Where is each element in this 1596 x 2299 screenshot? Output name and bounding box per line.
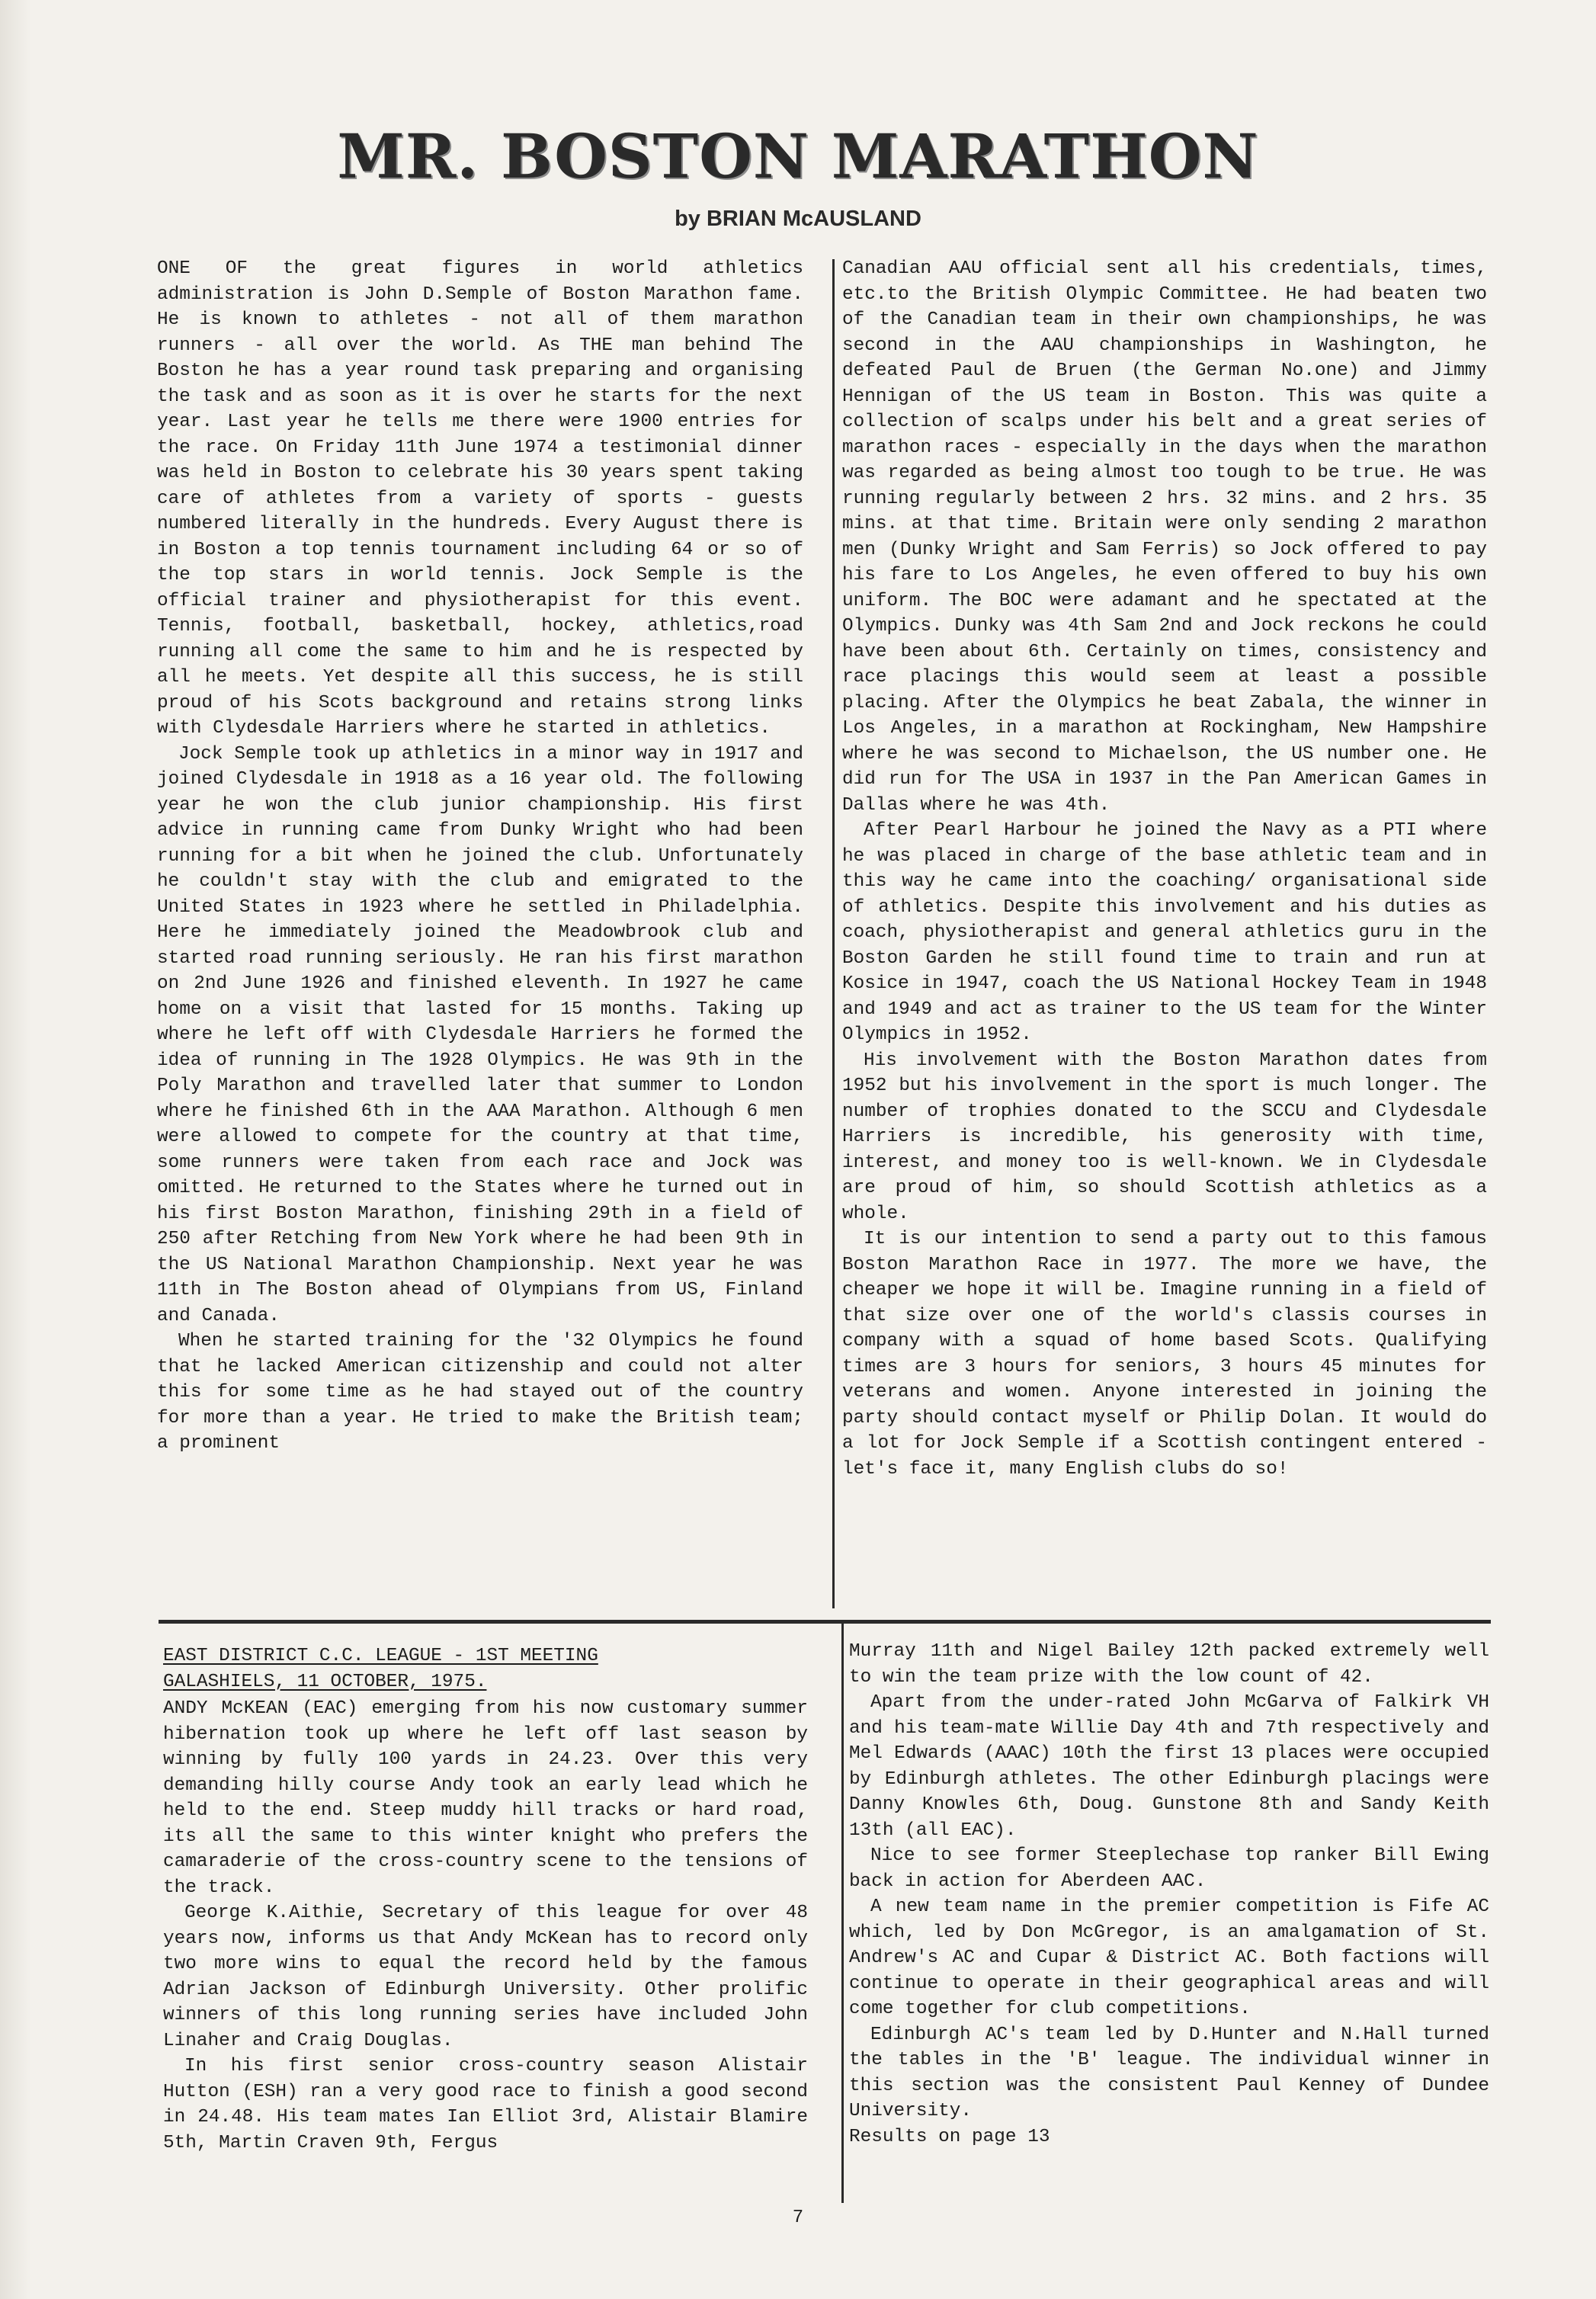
paragraph: When he started training for the '32 Olympics he found that he lacked American citizenship and could not alter this for some time as he had stayed out of the country for more than a year. He tried to make the British team; a prominent (157, 1331, 803, 1454)
league-heading: EAST DISTRICT C.C. LEAGUE - 1ST MEETING (163, 1646, 598, 1666)
league-subheading: GALASHIELS, 11 OCTOBER, 1975. (163, 1671, 487, 1692)
paragraph: Apart from the under-rated John McGarva of Falkirk VH and his team-mate Willie Day 4th and 7th respectively and Mel Edwards (AAAC) 10th the first 13 places were occupied by Edinburgh athletes. The other Edinburgh placings were Danny Knowles 6th, Doug. Gunstone 8th and Sandy Keith 13th (all EAC). (849, 1692, 1489, 1841)
paragraph: Canadian AAU official sent all his credentials, times, etc.to the British Olympic Committee. He had beaten two of the Canadian team in their own championships, he was second in the AAU championships in Washington, he defeated Paul de Bruen (the German No.one) and Jimmy Hennigan of the US team in Boston. This was quite a collection of scalps under his belt and a great series of marathon races - especially in the days when the marathon was regarded as being almost too tough to be true. He was running regularly between 2 hrs. 32 mins. and 2 hrs. 35 mins. at that time. Britain were only sending 2 marathon men (Dunky Wright and Sam Ferris) so Jock offered to pay his fare to Los Angeles, he even offered to buy his own uniform. The BOC were adamant and he spectated at the Olympics. Dunky was 4th Sam 2nd and Jock reckons he could have been about 6th. Certainly on times, consistency and race placings this would seem at least a possible placing. After the Olympics he beat Zabala, the winner in Los Angeles, in a marathon at Rockingham, New Hampshire where he was second to Michaelson, the US number one. He did run for The USA in 1937 in the Pan American Games in Dallas where he was 4th. (842, 258, 1487, 816)
article-title: MR. BOSTON MARATHON (337, 120, 1259, 192)
paragraph: After Pearl Harbour he joined the Navy as a PTI where he was placed in charge of the base athletic team and in this way he came into the coaching/ organisational side of athletics. Despite this involvement and his duties as coach, physiotherapist and general athletics guru in the Boston Garden he still found time to train and run at Kosice in 1947, coach the US National Hockey Team in 1948 and 1949 and act as trainer to the US team for the Winter Olympics in 1952. (842, 820, 1487, 1045)
league-column-right (849, 1639, 1489, 2203)
paragraph: George K.Aithie, Secretary of this league for over 48 years now, informs us that Andy McKean has to record only two more wins to equal the record held by the famous Adrian Jackson of Edinburgh University. Other prolific winners of this long running series have included John Linaher and Craig Douglas. (163, 1903, 808, 2051)
section-divider (159, 1620, 1491, 1624)
paragraph: Jock Semple took up athletics in a minor way in 1917 and joined Clydesdale in 1918 as a 16 year old. The following year he won the club junior championship. His first advice in running came from Dunky Wright who had been running for a bit when he joined the club. Unfortunately he couldn't stay with the club and emigrated to the United States in 1923 where he settled in Philadelphia. Here he immediately joined the Meadowbrook club and started road running seriously. He ran his first marathon on 2nd June 1926 and finished eleventh. In 1927 he came home on a visit that lasted for 15 months. Taking up where he left off with Clydesdale Harriers he formed the idea of running in The 1928 Olympics. He was 9th in the Poly Marathon and travelled later that summer to London where he finished 6th in the AAA Marathon. Although 6 men were allowed to compete for the country at that time, some runners were taken from each race and Jock was omitted. He returned to the States where he turned out in his first Boston Marathon, finishing 29th in a field of 250 after Retching from New York where he had been 9th in the US National Marathon Championship. Next year he was 11th in The Boston ahead of Olympians from US, Finland and Canada. (157, 743, 803, 1326)
paragraph: ONE OF the great figures in world athletics administration is John D.Semple of Boston Marathon fame. He is known to athletes - not all of them marathon runners - all over the world. As THE man behind The Boston he has a year round task preparing and organising the task and as soon as it is over he starts for the next year. Last year he tells me there were 1900 entries for the race. On Friday 11th June 1974 a testimonial dinner was held in Boston to celebrate his 30 years spent taking care of athletes from a variety of sports - guests numbered literally in the hundreds. Every August there is in Boston a top tennis tournament including 64 or so of the top stars in world tennis. Jock Semple is the official trainer and physiotherapist for this event. Tennis, football, basketball, hockey, athletics,road running all come the same to him and he is respected by all he meets. Yet despite all this success, he is still proud of his Scots background and retains strong links with Clydesdale Harriers where he started in athletics. (157, 258, 803, 739)
article-column-right (842, 256, 1487, 1608)
league-column-left (163, 1643, 808, 2192)
paragraph: Edinburgh AC's team led by D.Hunter and N.Hall turned the tables in the 'B' league. The individual winner in this section was the consistent Paul Kenney of Dundee University. (849, 2024, 1489, 2121)
column-divider (832, 259, 835, 1608)
column-divider (841, 1624, 844, 2203)
paragraph: Murray 11th and Nigel Bailey 12th packed extremely well to win the team prize with the low count of 42. (849, 1641, 1489, 1688)
byline: by BRIAN McAUSLAND (675, 207, 921, 231)
paragraph: It is our intention to send a party out to this famous Boston Marathon Race in 1977. The more we have, the cheaper we hope it will be. Imagine running in a field of that size over one of the world's classis courses in company with a squad of home based Scots. Qualifying times are 3 hours for seniors, 3 hours 45 minutes for veterans and women. Anyone interested in joining the party should contact myself or Philip Dolan. It would do a lot for Jock Semple if a Scottish contingent entered - let's face it, many English clubs do so! (842, 1229, 1487, 1480)
paragraph: ANDY McKEAN (EAC) emerging from his now customary summer hibernation took up where he left off last season by winning by fully 100 yards in 24.23. Over this very demanding hilly course Andy took an early lead which he held to the end. Steep muddy hill tracks or hard road, its all the same to this winter knight who prefers the camaraderie of the cross-country scene to the tensions of the track. (163, 1698, 808, 1898)
article-column-left (157, 256, 803, 1598)
paragraph: His involvement with the Boston Marathon dates from 1952 but his involvement in the sport is much longer. The number of trophies donated to the SCCU and Clydesdale Harriers is incredible, his generosity with time, interest, and money too is well-known. We in Clydesdale are proud of him, so should Scottish athletics as a whole. (842, 1050, 1487, 1224)
paragraph: A new team name in the premier competition is Fife AC which, led by Don McGregor, is an amalgamation of St. Andrew's AC and Cupar & District AC. Both factions will continue to operate in their geographical areas and will come together for club competitions. (849, 1897, 1489, 2019)
page-edge (0, 0, 30, 2299)
paragraph: In his first senior cross-country season Alistair Hutton (ESH) ran a very good race to finish a good second in 24.48. His team mates Ian Elliot 3rd, Alistair Blamire 5th, Martin Craven 9th, Fergus (163, 2056, 808, 2153)
results-note: Results on page 13 (849, 2126, 1050, 2147)
page-number: 7 (792, 2208, 804, 2228)
paragraph: Nice to see former Steeplechase top ranker Bill Ewing back in action for Aberdeen AAC. (849, 1845, 1489, 1892)
